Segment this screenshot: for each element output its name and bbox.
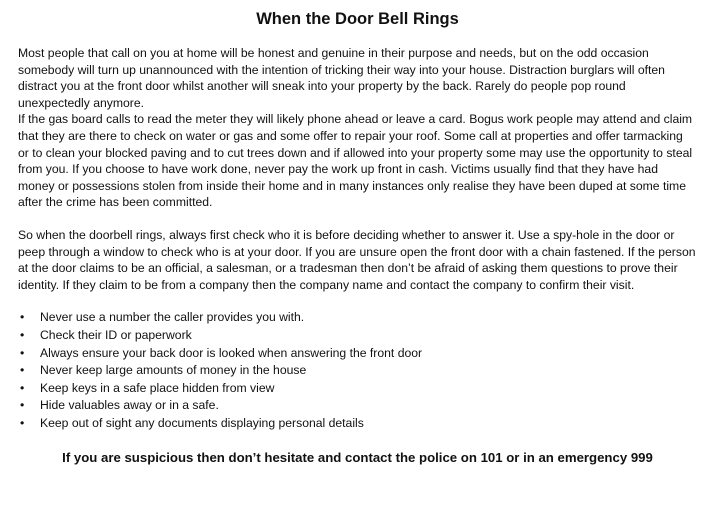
list-item	[18, 397, 697, 415]
bullet-icon: •	[20, 327, 25, 342]
list-item-text: Never keep large amounts of money in the house	[40, 363, 307, 378]
list-item-text: Hide valuables away or in a safe.	[40, 398, 219, 413]
paragraph-spacer	[18, 293, 697, 309]
bullet-icon: •	[20, 363, 25, 378]
list-item	[18, 415, 697, 433]
list-item-text: Check their ID or paperwork	[40, 327, 192, 342]
bullet-icon: •	[20, 345, 25, 360]
bullet-icon: •	[20, 310, 25, 325]
bullet-icon: •	[20, 380, 25, 395]
paragraph-bogus-callers: If the gas board calls to read the meter they will likely phone ahead or leave a card. Bogus work people may attend and claim that they are there to check on water or gas and some offer to repair your roof. Some call at properties and offer tarmacking or to clean your blocked paving and to cut trees down and if allowed into your property some may use the opportunity to steal from you. If you choose to have work done, never pay the work up front in cash. Victims usually find that they have had money or possessions stolen from inside their home and in many instances only realise they have been duped at some time after the crime has been committed.	[18, 112, 693, 210]
list-item	[18, 345, 697, 363]
paragraph-spacer	[18, 211, 697, 227]
paragraph-doorbell-advice: So when the doorbell rings, always first check who it is before deciding whether to answer it. Use a spy-hole in the door or peep through a window to check who is at your door. If you are unsure open the front door with a chain fastened. If the person at the door claims to be an official, a salesman, or a tradesman then don’t be afraid of asking them questions to prove their identity. If they claim to be from a company then the company name and contact the company to confirm their visit.	[18, 227, 696, 292]
list-item	[18, 362, 697, 380]
list-item-text: Always ensure your back door is looked when answering the front door	[40, 345, 423, 360]
police-contact-footer: If you are suspicious then don’t hesitate and contact the police on 101 or in an emergency 999	[62, 450, 653, 466]
list-item	[18, 309, 697, 327]
bullet-icon: •	[20, 398, 25, 413]
list-item	[18, 380, 697, 398]
page-title: When the Door Bell Rings	[256, 10, 459, 28]
safety-tips-list	[18, 309, 697, 432]
bullet-icon: •	[20, 415, 25, 430]
list-item-text: Never use a number the caller provides you with.	[40, 310, 305, 325]
list-item-text: Keep keys in a safe place hidden from view	[40, 380, 275, 395]
list-item	[18, 327, 697, 345]
paragraph-intro: Most people that call on you at home will be honest and genuine in their purpose and needs, but on the odd occasion somebody will turn up unannounced with the intention of tricking their way into your house. Distraction burglars will often distract you at the front door whilst another will sneak into your property by the back. Rarely do people pop round unexpectedly anymore.	[18, 46, 665, 110]
list-item-text: Keep out of sight any documents displaying personal details	[40, 415, 364, 430]
